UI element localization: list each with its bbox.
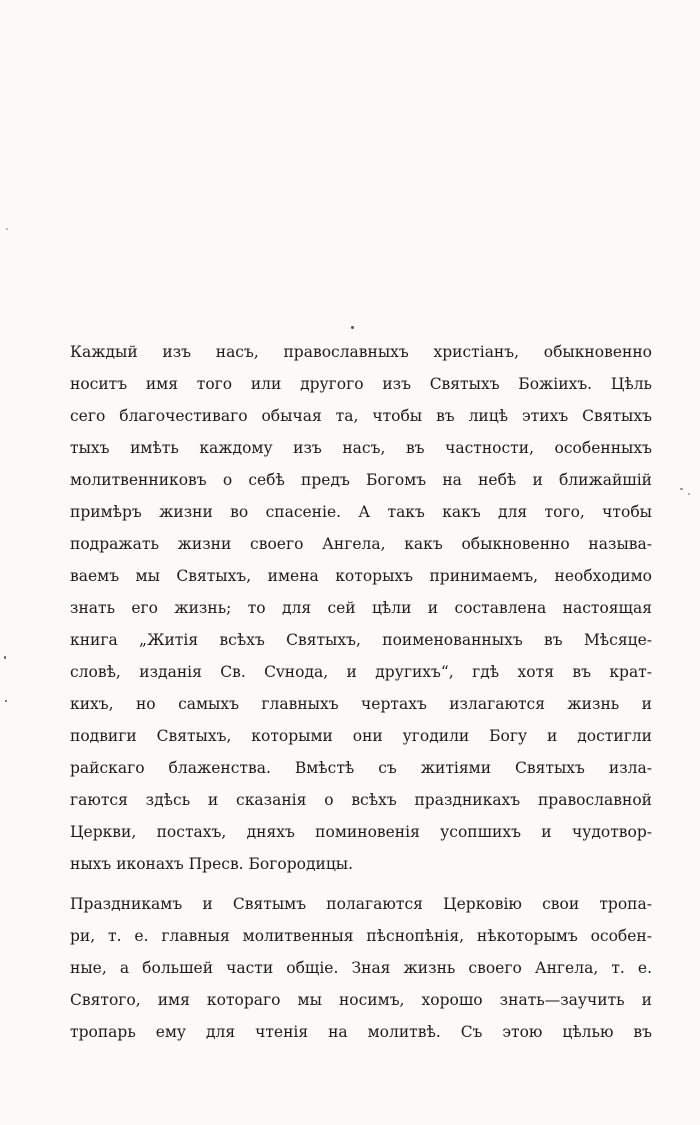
text-line: подвиги Святыхъ, которыми они угодили Богу и достигли [70,727,652,745]
scan-speck [351,326,354,329]
text-line: ные, а большей части общіе. Зная жизнь своего Ангела, т. е. [70,959,652,977]
scan-speck [4,656,6,659]
text-line: подражать жизни своего Ангела, какъ обыкновенно называ- [70,535,652,553]
text-line: носитъ имя того или другого изъ Святыхъ Божіихъ. Цѣль [70,375,652,393]
paragraph-1 [70,336,652,880]
text-line: тропарь ему для чтенія на молитвѣ. Съ этою цѣлью въ [70,1023,652,1041]
scan-speck [680,488,683,490]
text-line: словѣ, изданія Св. Сvнода, и другихъ“, гдѣ хотя въ крат- [70,663,652,681]
text-line: книга „Житія всѣхъ Святыхъ, поименованныхъ въ Мѣсяце- [70,631,652,649]
text-line: ныхъ иконахъ Пресв. Богородицы. [70,855,354,873]
text-line: ри, т. е. главныя молитвенныя пѣснопѣнія, нѣкоторымъ особен- [70,927,652,945]
text-line: Церкви, постахъ, дняхъ поминовенія усопшихъ и чудотвор- [70,823,652,841]
text-line: тыхъ имѣть каждому изъ насъ, въ частности, особенныхъ [70,439,652,457]
scan-speck [688,493,690,495]
paragraph-gap [70,880,652,888]
scan-speck [5,700,7,702]
body-text [70,336,652,1048]
text-line: Святого, имя котораго мы носимъ, хорошо знать—заучить и [70,991,652,1009]
text-line: знать его жизнь; то для сей цѣли и составлена настоящая [70,599,652,617]
text-line: кихъ, но самыхъ главныхъ чертахъ излагаются жизнь и [70,695,652,713]
paragraph-2 [70,888,652,1048]
text-line: райскаго блаженства. Вмѣстѣ съ житіями Святыхъ изла- [70,759,652,777]
text-line: Каждый изъ насъ, православныхъ христіанъ, обыкновенно [70,343,652,361]
text-line: молитвенниковъ о себѣ предъ Богомъ на небѣ и ближайшій [70,471,652,489]
scan-speck [6,228,8,230]
text-line: ваемъ мы Святыхъ, имена которыхъ принимаемъ, необходимо [70,567,652,585]
text-line: гаются здѣсь и сказанія о всѣхъ праздникахъ православной [70,791,652,809]
text-line: Праздникамъ и Святымъ полагаются Церковію свои тропа- [70,895,652,913]
text-line: сего благочестиваго обычая та, чтобы въ лицѣ этихъ Святыхъ [70,407,652,425]
text-line: примѣръ жизни во спасеніе. А такъ какъ для того, чтобы [70,503,652,521]
